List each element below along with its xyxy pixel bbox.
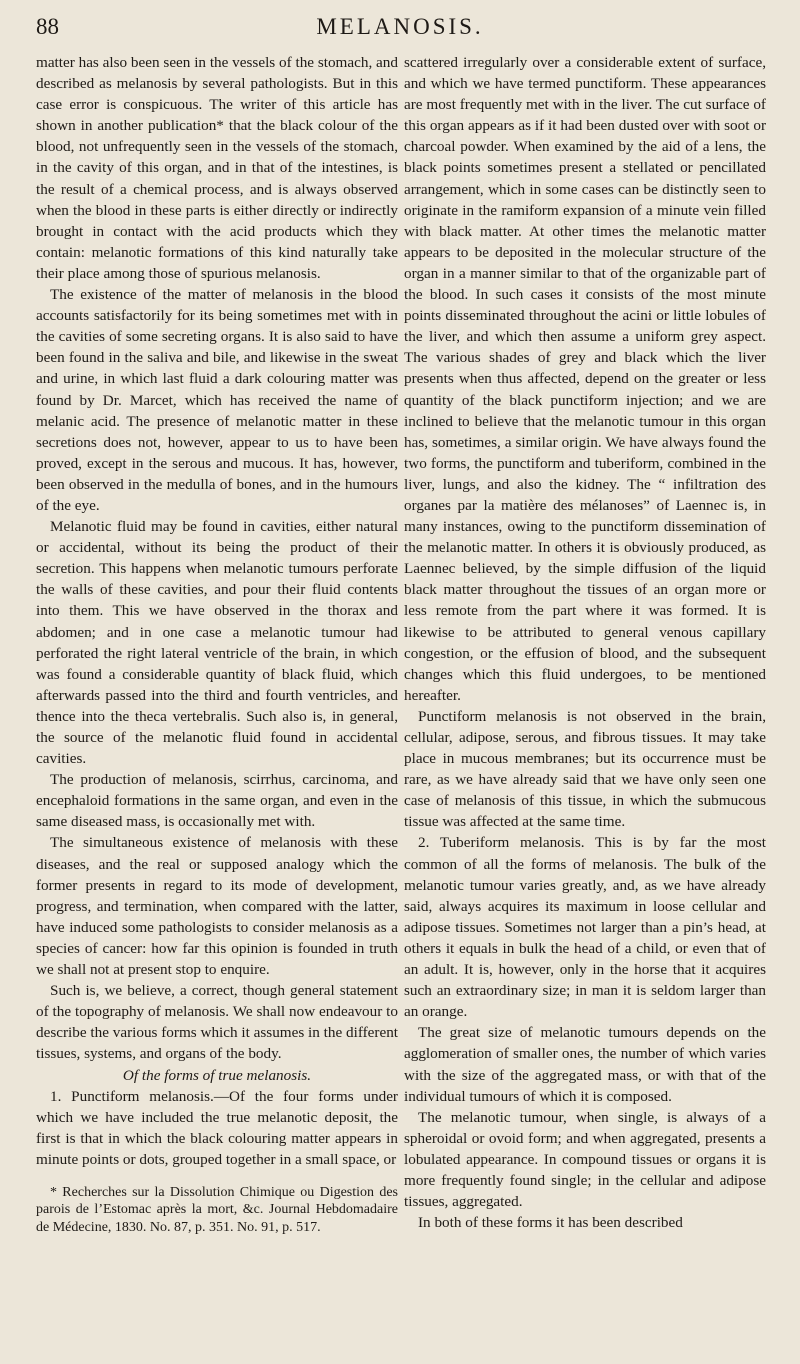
page-number: 88 <box>36 14 59 39</box>
paragraph: The great size of melanotic tumours depends on the agglomeration of smaller ones, the number of which varies with the size of the aggregated mass, or with that of the individual tumours of which it is composed. <box>404 1024 766 1105</box>
paragraph: scattered irregularly over a considerable extent of surface, and which we have termed punctiform. These appearances are most frequently met with in the liver. The cut surface of this organ appears as if it had been dusted over with soot or charcoal powder. When examined by the aid of a lens, the black points sometimes present a stellated or pencillated arrangement, which in some cases can be distinctly seen to originate in the ramiform expansion of a minute vein filled with black matter. At other times the melanotic matter appears to be deposited in the molecular structure of the organ in a manner similar to that of the organizable part of the blood. In such cases it consists of the most minute points disseminated throughout the acini or little lobules of the liver, and which then assume a uniform grey aspect. The various shades of grey and black which the liver presents when thus affected, depend on the greater or less quantity of the black punctiform injection; and we are inclined to believe that the melanotic tumour in this organ has, sometimes, a similar origin. We have always found the two forms, the punctiform and tuberiform, combined in the liver, lungs, and also the kidney. The “ infiltration des organes par la matière des mélanoses” of Laennec is, in many instances, owing to the punctiform dissemination of the melanotic matter. In others it is obviously produced, as Laennec believed, by the simple diffusion of the liquid black matter throughout the tissues of an organ more or less remote from the part where it was formed. It is likewise to be attributed to general venous capillary congestion, or the effusion of blood, and the subsequent changes which this fluid undergoes, to be mentioned hereafter. <box>404 54 766 704</box>
page-header <box>36 14 764 48</box>
right-column <box>404 52 766 1233</box>
paragraph: The production of melanosis, scirrhus, carcinoma, and encephaloid formations in the same organ, and even in the same diseased mass, is occasionally met with. <box>36 771 398 831</box>
paragraph: Punctiform melanosis is not observed in the brain, cellular, adipose, serous, and fibrous tissues. It may take place in mucous membranes; but its occurrence must be rare, as we have already said that we have only seen one case of melanosis of this tissue, in which the submucous tissue was affected at the same time. <box>404 707 766 831</box>
section-subheading: Of the forms of true melanosis. <box>122 1066 312 1084</box>
paragraph: In both of these forms it has been described <box>418 1214 683 1232</box>
running-title: MELANOSIS. <box>316 14 484 39</box>
paragraph: The existence of the matter of melanosis in the blood accounts satisfactorily for its being sometimes met with in the cavities of some secreting organs. It is also said to have been found in the saliva and bile, and likewise in the sweat and urine, in which last fluid a dark colouring matter was found by Dr. Marcet, which has received the name of melanic acid. The presence of melanotic matter in these secretions does not, however, appear to us to have been proved, except in the serous and mucous. It has, however, been observed in the medulla of bones, and in the humours of the eye. <box>36 286 398 514</box>
paragraph: 2. Tuberiform melanosis. This is by far the most common of all the forms of melanosis. The bulk of the melanotic tumour varies greatly, and, as we have already said, always acquires its maximum in loose cellular and adipose tissues. Sometimes not larger than a pin’s head, at others it equals in bulk the head of a child, or even that of an adult. It is, however, only in the horse that it acquires such an extraordinary size; in man it is seldom larger than an orange. <box>404 834 766 1021</box>
paragraph: 1. Punctiform melanosis.—Of the four forms under which we have included the true melanotic deposit, the first is that in which the black colouring matter appears in minute points or dots, grouped together in a small space, or <box>36 1087 398 1168</box>
paragraph: The simultaneous existence of melanosis with these diseases, and the real or supposed analogy which the former presents in regard to its mode of development, progress, and termination, when compared with the latter, have induced some pathologists to consider melanosis as a species of cancer: how far this opinion is founded in truth we shall not at present stop to enquire. <box>36 834 398 979</box>
left-column <box>36 52 398 1236</box>
footnote: * Recherches sur la Dissolution Chimique ou Digestion des parois de l’Estomac après la mort, &c. Journal Hebdomadaire de Médecine, 1830. No. 87, p. 351. No. 91, p. 517. <box>36 1184 398 1235</box>
paragraph: Melanotic fluid may be found in cavities, either natural or accidental, without its being the product of their secretion. This happens when melanotic tumours perforate the walls of these cavities, and pour their fluid contents into them. This we have observed in the thorax and abdomen; and in one case a melanotic tumour had perforated the right lateral ventricle of the brain, in which was found a considerable quantity of black fluid, which afterwards passed into the third and fourth ventricles, and thence into the theca vertebralis. Such also is, in general, the source of the melanotic fluid found in accidental cavities. <box>36 518 398 768</box>
paragraph: Such is, we believe, a correct, though general statement of the topography of melanosis. We shall now endeavour to describe the various forms which it assumes in the different tissues, systems, and organs of the body. <box>36 982 399 1063</box>
paragraph: matter has also been seen in the vessels of the stomach, and described as melanosis by several pathologists. But in this case error is conspicuous. The writer of this article has shown in another publication* that the black colour of the blood, not unfrequently seen in the vessels of the stomach, in the cavity of this organ, and in that of the intestines, is the result of a chemical process, and is always observed when the blood in these parts is either directly or indirectly brought in contact with the acid products which they contain: melanotic formations of this kind naturally take their place among those of spurious melanosis. <box>36 54 398 282</box>
paragraph: The melanotic tumour, when single, is always of a spheroidal or ovoid form; and when aggregated, presents a lobulated appearance. In compound tissues or organs it is more frequently found single; in the cellular and adipose tissues, aggregated. <box>404 1108 766 1211</box>
